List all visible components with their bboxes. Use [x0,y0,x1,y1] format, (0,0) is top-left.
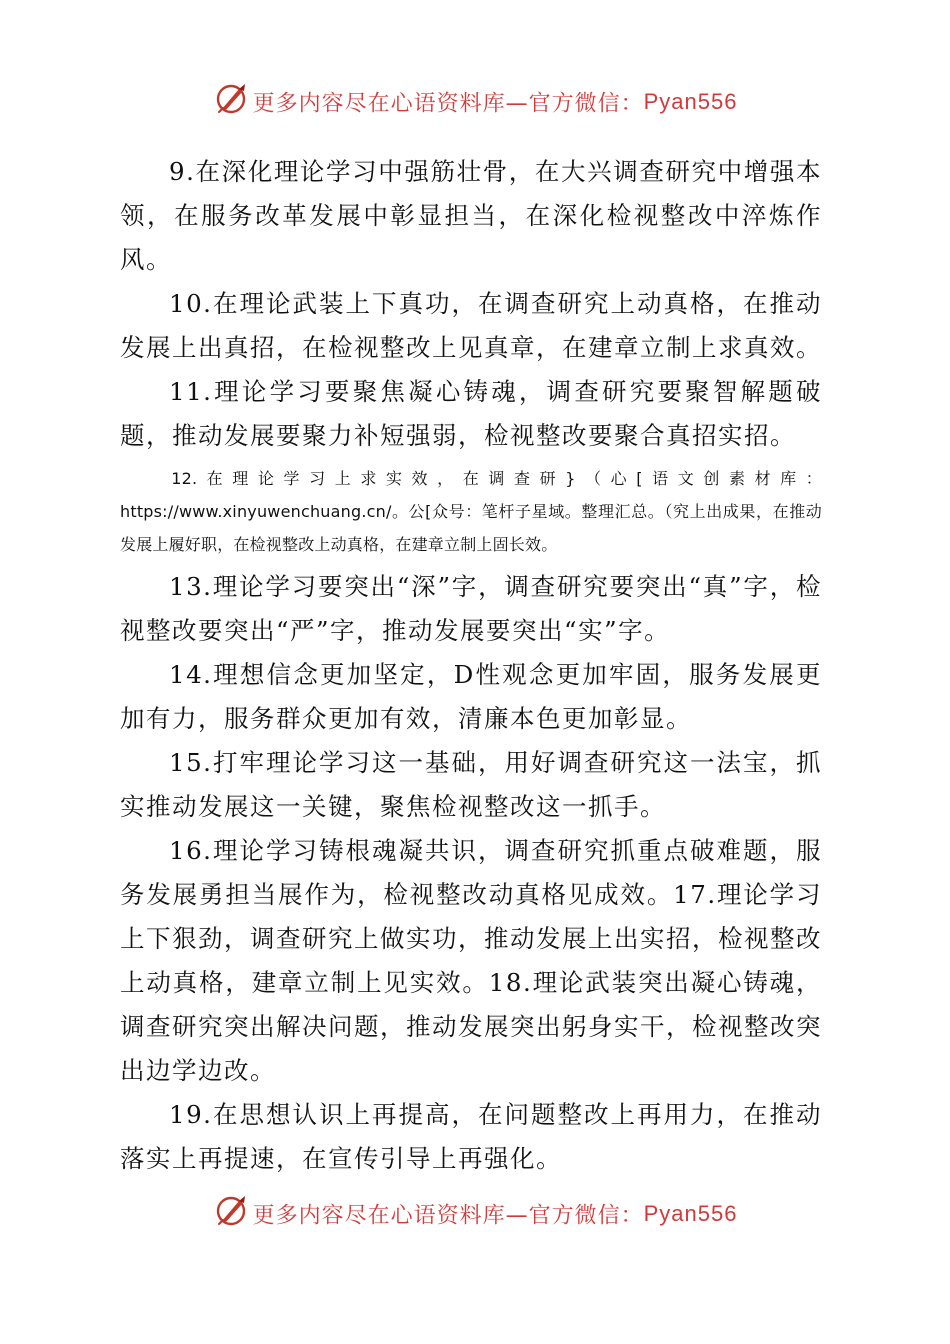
paragraph-15: 15.打牢理论学习这一基础，用好调查研究这一法宝，抓实推动发展这一关键，聚焦检视整改这一抓手。 [120,748,822,821]
watermark-text: 更多内容尽在心语资料库—官方微信： [252,91,644,117]
paragraph-11: 11.理论学习要聚焦凝心铸魂，调查研究要聚智解题破题，推动发展要聚力补短强弱，检视整改要聚合真招实招。 [120,377,822,450]
paragraph-19: 19.在思想认识上再提高，在问题整改上再用力，在推动落实上再提速，在宣传引导上再强化。 [120,1100,822,1173]
paragraph-16-18: 16.理论学习铸根魂凝共识，调查研究抓重点破难题，服务发展勇担当展作为，检视整改动真格见成效。17.理论学习上下狠劲，调查研究上做实功，推动发展上出实招，检视整改上动真格，建章立制上见实效。18.理论武装突出凝心铸魂，调查研究突出解决问题，推动发展突出躬身实干，检视整改突出边学边改。 [120,836,822,1085]
footer-watermark [0,1196,950,1232]
header-watermark [0,84,950,120]
paragraph-14: 14.理想信念更加坚定，D性观念更加牢固，服务发展更加有力，服务群众更加有效，清廉本色更加彰显。 [120,660,822,733]
paragraph-10: 10.在理论武装上下真功，在调查研究上动真格，在推动发展上出真招，在检视整改上见真章，在建章立制上求真效。 [120,289,822,362]
paragraph-9: 9.在深化理论学习中强筋壮骨，在大兴调查研究中增强本领，在服务改革发展中彰显担当，在深化检视整改中淬炼作风。 [120,157,822,274]
paragraph-12: 12.在理论学习上求实效，在调查研}（心[语文创素材库：https://www.xinyuwenchuang.cn/。公[众号：笔杆子星域。整理汇总。（究上出成果，在推动发展上履好职，在检视整改上动真格，在建章立制上固长效。 [120,469,822,554]
watermark-wechat-id: Pyan556 [643,1201,738,1226]
watermark-text: 更多内容尽在心语资料库—官方微信： [252,1203,644,1229]
watermark-wechat-id: Pyan556 [643,89,738,114]
document-body [120,150,822,1181]
quill-pen-logo-icon [213,81,249,117]
paragraph-13: 13.理论学习要突出“深”字，调查研究要突出“真”字，检视整改要突出“严”字，推动发展要突出“实”字。 [120,572,822,645]
quill-pen-logo-icon [213,1193,249,1229]
